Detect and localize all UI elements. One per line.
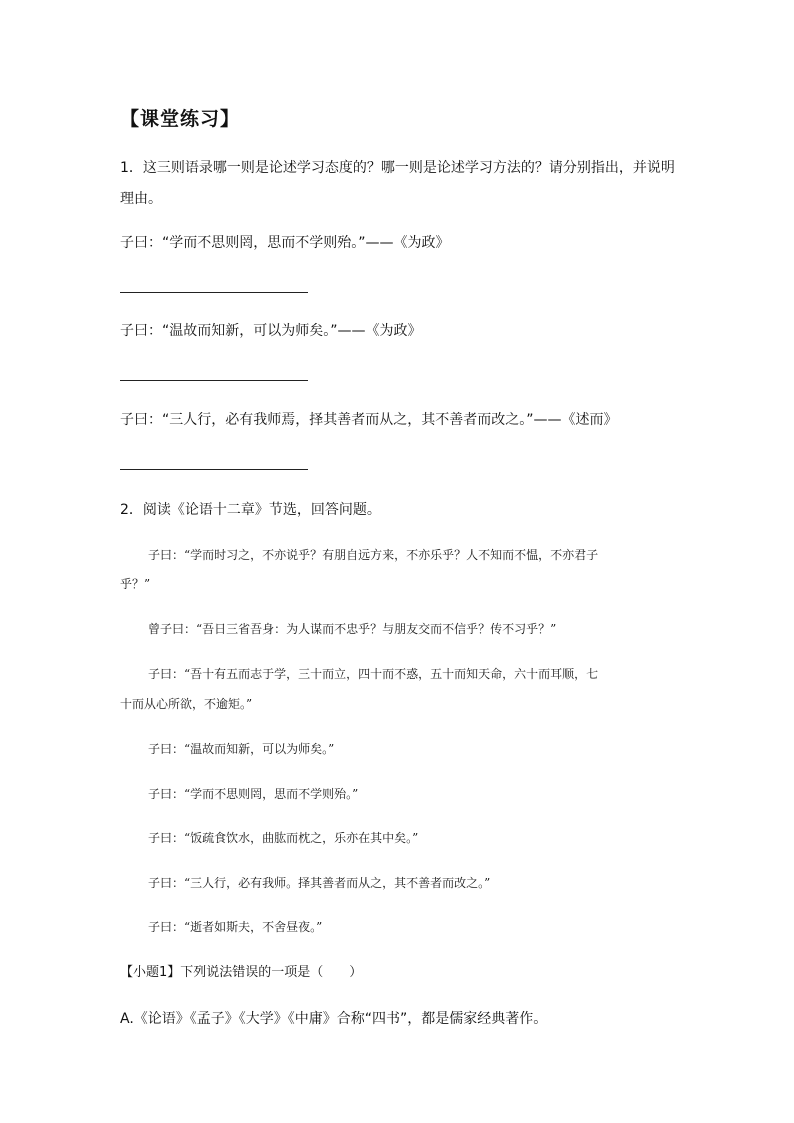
q1-quote-3: 子曰：“三人行，必有我师焉，择其善者而从之，其不善者而改之。”——《述而》 (120, 412, 618, 428)
passage-line-4: 子曰：“吾十有五而志于学，三十而立，四十而不惑，五十而知天命，六十而耳顺，七 (148, 667, 599, 681)
subquestion-1: 【小题1】下列说法错误的一项是（ ） (120, 965, 363, 980)
passage-line-6: 子曰：“温故而知新，可以为师矣。” (148, 742, 335, 756)
q1-prompt-line1: 1．这三则语录哪一则是论述学习态度的？哪一则是论述学习方法的？请分别指出，并说明 (120, 160, 675, 176)
answer-line-1[interactable] (120, 292, 308, 293)
answer-line-3[interactable] (120, 469, 308, 470)
passage-line-8: 子曰：“饭疏食饮水，曲肱而枕之，乐亦在其中矣。” (148, 831, 419, 845)
passage-line-1: 子曰：“学而时习之，不亦说乎？有朋自远方来，不亦乐乎？人不知而不愠，不亦君子 (148, 548, 599, 562)
passage-line-10: 子曰：“逝者如斯夫，不舍昼夜。” (148, 920, 323, 934)
q1-quote-1: 子曰：“学而不思则罔，思而不学则殆。”——《为政》 (120, 235, 450, 251)
passage-line-7: 子曰：“学而不思则罔，思而不学则殆。” (148, 787, 359, 801)
passage-line-3: 曾子曰：“吾日三省吾身：为人谋而不忠乎？与朋友交而不信乎？传不习乎？” (148, 622, 557, 636)
q1-quote-2: 子曰：“温故而知新，可以为师矣。”——《为政》 (120, 323, 422, 339)
q2-prompt: 2．阅读《论语十二章》节选，回答问题。 (120, 502, 381, 518)
passage-line-2: 乎？” (120, 577, 151, 591)
option-a[interactable]: A.《论语》《孟子》《大学》《中庸》合称“四书”，都是儒家经典著作。 (120, 1011, 548, 1027)
passage-line-9: 子曰：“三人行，必有我师。择其善者而从之，其不善者而改之。” (148, 876, 491, 890)
passage-line-5: 十而从心所欲，不逾矩。” (120, 697, 253, 711)
answer-line-2[interactable] (120, 380, 308, 381)
section-title: 【课堂练习】 (120, 108, 241, 130)
q1-prompt-line2: 理由。 (120, 191, 162, 207)
